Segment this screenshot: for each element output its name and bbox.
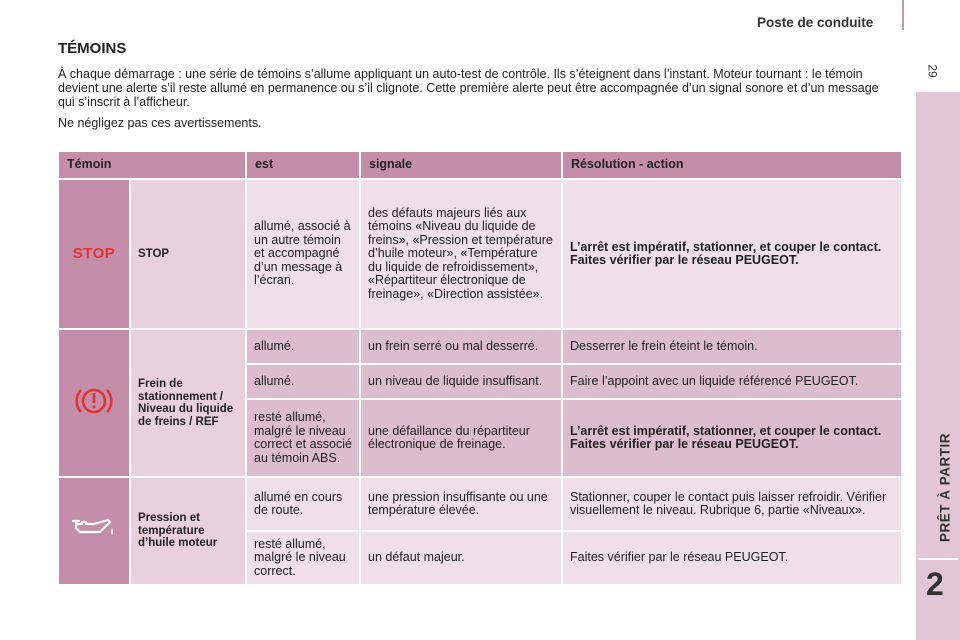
brake-2-state: allumé.	[247, 365, 359, 398]
stop-state: allumé, associé à un autre témoin et accompagné d’un message à l’écran.	[247, 180, 359, 328]
header-resolution: Résolution - action	[563, 152, 901, 178]
oil-name: Pression et température d’huile moteur	[131, 478, 245, 584]
brake-1-action: Desserrer le frein éteint le témoin.	[563, 330, 901, 363]
warning-paragraph: Ne négligez pas ces avertissements.	[58, 116, 262, 130]
stop-name: STOP	[131, 180, 245, 328]
oil-1-action: Stationner, couper le contact puis laisser refroidir. Vérifier visuellement le niveau. Rubrique 6, partie «Niveaux».	[563, 478, 901, 530]
brake-3-action: L’arrêt est impératif, stationner, et couper le contact. Faites vérifier par le réseau PEUGEOT.	[563, 400, 901, 476]
header-divider	[902, 0, 904, 30]
header-signale: signale	[361, 152, 561, 178]
page-header-title: Poste de conduite	[757, 15, 874, 30]
table-row-brake-1	[59, 330, 901, 363]
oil-1-signals: une pression insuffisante ou une température élevée.	[361, 478, 561, 530]
oil-icon-cell	[59, 478, 129, 584]
brake-2-signals: un niveau de liquide insuffisant.	[361, 365, 561, 398]
oil-can-icon	[72, 515, 116, 543]
brake-name: Frein de stationnement / Niveau du liquide de freins / REF	[131, 330, 245, 476]
page-number: 29	[925, 64, 940, 78]
brake-3-state: resté allumé, malgré le niveau correct et associé au témoin ABS.	[247, 400, 359, 476]
intro-paragraph: À chaque démarrage : une série de témoins s’allume appliquant un auto-test de contrôle. Ils s’éteignent dans l’instant. Moteur tournant : le témoin devient une alerte s’il reste allumé en permanence ou s’il clignote. Cette première alerte peut être accompagnée d’un signal sonore et d’un message qui s’inscrit à l’afficheur.	[58, 67, 879, 109]
stop-signals: des défauts majeurs liés aux témoins «Niveau du liquide de freins», «Pression et température d’huile moteur», «Température du liquide de refroidissement», «Répartiteur électronique de freinage», «Direction assistée».	[361, 180, 561, 328]
brake-icon-cell	[59, 330, 129, 476]
stop-icon-cell	[59, 180, 129, 328]
table-row-oil-1	[59, 478, 901, 530]
oil-2-state: resté allumé, malgré le niveau correct.	[247, 532, 359, 584]
chapter-label: PRÊT À PARTIR	[937, 433, 953, 543]
brake-warning-icon	[74, 383, 114, 419]
table-header-row	[59, 152, 901, 178]
brake-3-signals: une défaillance du répartiteur électronique de freinage.	[361, 400, 561, 476]
brake-1-signals: un frein serré ou mal desserré.	[361, 330, 561, 363]
warning-lights-table	[57, 150, 903, 586]
oil-2-signals: un défaut majeur.	[361, 532, 561, 584]
sidebar-divider	[918, 558, 958, 560]
header-est: est	[247, 152, 359, 178]
intro-text	[58, 67, 898, 130]
stop-warning-icon: STOP	[72, 244, 116, 262]
section-title: TÉMOINS	[58, 40, 127, 57]
chapter-number: 2	[926, 566, 944, 602]
stop-action: L’arrêt est impératif, stationner, et couper le contact. Faites vérifier par le réseau PEUGEOT.	[563, 180, 901, 328]
header-temoin: Témoin	[59, 152, 245, 178]
brake-2-action: Faire l’appoint avec un liquide référencé PEUGEOT.	[563, 365, 901, 398]
table-row-stop	[59, 180, 901, 328]
oil-2-action: Faites vérifier par le réseau PEUGEOT.	[563, 532, 901, 584]
brake-1-state: allumé.	[247, 330, 359, 363]
oil-1-state: allumé en cours de route.	[247, 478, 359, 530]
